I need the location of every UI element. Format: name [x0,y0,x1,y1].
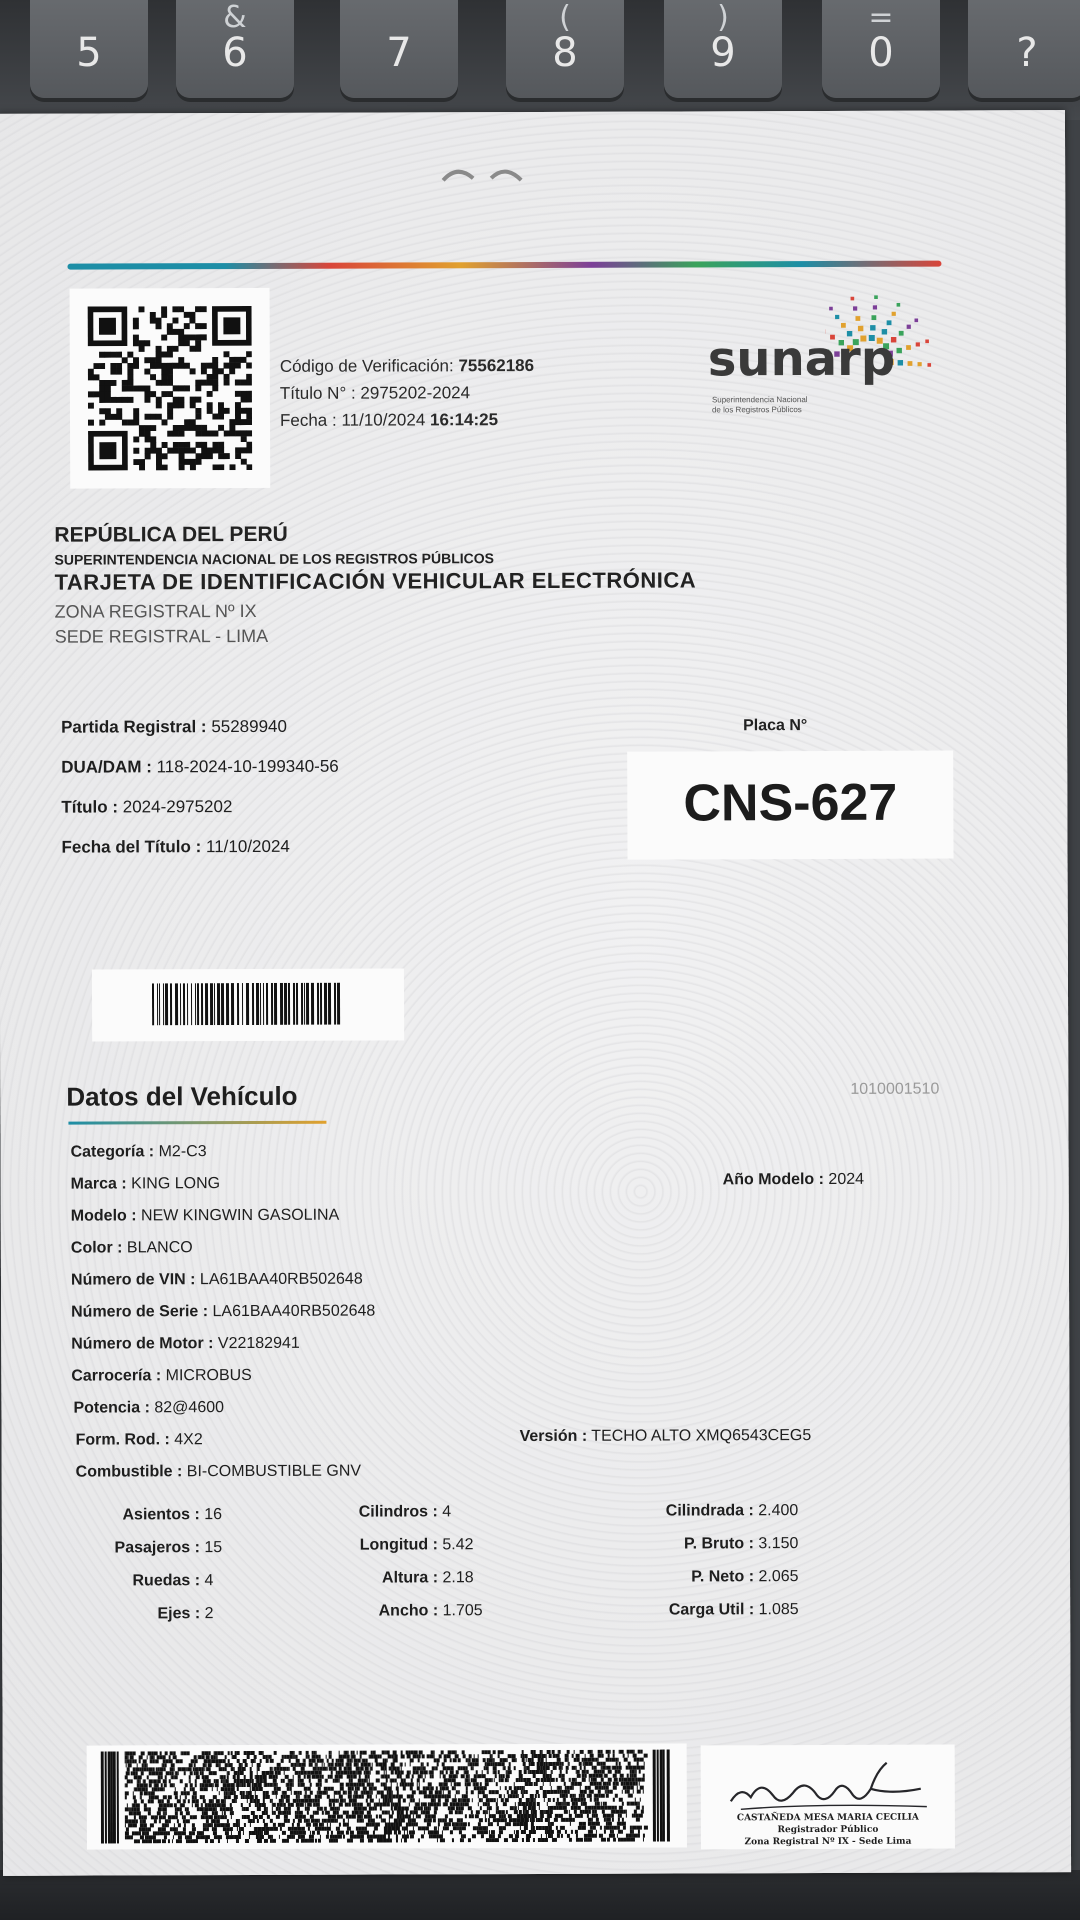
form-rod-label: Form. Rod. : [75,1431,170,1449]
header-sede: SEDE REGISTRAL - LIMA [54,625,269,647]
verification-date-label: Fecha : [279,410,337,430]
vehicle-card-document [0,110,1071,1876]
placa-label: Placa N° [743,717,808,735]
key-7-label: 7 [386,30,412,76]
key-6 [176,0,294,98]
altura-row [298,1569,474,1588]
categoria-row [71,1143,207,1161]
color-label: Color : [70,1239,123,1257]
logo-subtitle [712,395,872,416]
key-6-label: 6 [222,30,248,76]
longitud-row [298,1536,474,1555]
datos-vehiculo-title: Datos del Vehículo [66,1080,298,1112]
asientos-value: 16 [204,1506,223,1524]
potencia-row [73,1399,224,1418]
key-6-shift-label: & [223,0,247,35]
marca-value: KING LONG [131,1175,221,1193]
signatory-name: CASTAÑEDA MESA MARIA CECILIA [736,1812,919,1824]
titulo-value: 2024-2975202 [122,797,233,817]
staple-icon [437,160,527,190]
peso-neto-value: 2.065 [758,1568,799,1586]
carroceria-value: MICROBUS [165,1366,252,1385]
ancho-row [298,1602,483,1621]
dua-value: 118-2024-10-199340-56 [156,756,339,777]
ancho-value: 1.705 [442,1602,483,1620]
version-row [520,1427,812,1446]
key-8 [506,0,624,98]
cilindrada-value: 2.400 [758,1502,799,1520]
motor-value: V22182941 [217,1334,300,1353]
verification-code-line [280,352,534,380]
key-9 [664,0,782,98]
key-5 [30,0,148,98]
key-8-shift-label: ( [559,0,571,35]
version-label: Versión : [519,1427,588,1446]
ruedas-label: Ruedas : [132,1572,201,1590]
carga-util-value: 1.085 [758,1601,799,1619]
carga-util-row [612,1601,799,1620]
potencia-label: Potencia : [73,1399,150,1417]
carroceria-row [71,1367,252,1386]
verification-title-line [280,379,534,407]
combustible-value: BI-COMBUSTIBLE GNV [186,1462,362,1481]
verification-date-value: 11/10/2024 [341,410,426,430]
cilindrada-label: Cilindrada : [665,1502,754,1520]
version-value: TECHO ALTO XMQ6543CEG5 [591,1427,812,1445]
longitud-value: 5.42 [442,1536,474,1554]
form-rod-row [76,1431,203,1449]
peso-bruto-row [612,1535,799,1554]
fecha-titulo-value: 11/10/2024 [205,836,290,857]
combustible-row [76,1463,361,1482]
sunarp-logo [708,290,969,451]
serie-label: Número de Serie : [71,1303,209,1321]
color-row [71,1239,193,1257]
cilindros-label: Cilindros : [358,1503,438,1521]
serie-row [71,1303,375,1322]
pasajeros-label: Pasajeros : [114,1539,200,1557]
key-question [968,0,1080,98]
categoria-value: M2-C3 [158,1143,207,1161]
signatory-role: Registrador Público [777,1824,879,1836]
peso-bruto-value: 3.150 [758,1535,799,1553]
key-8-label: 8 [552,30,578,76]
verification-code-value: 75562186 [458,355,535,376]
key-0-label: 0 [868,30,894,76]
pasajeros-row [62,1539,222,1558]
peso-bruto-label: P. Bruto : [683,1535,754,1553]
datos-title-underline [68,1121,326,1125]
serie-value: LA61BAA40RB502648 [212,1302,376,1321]
anio-modelo-row [723,1171,864,1189]
motor-label: Número de Motor : [71,1335,214,1353]
fecha-titulo-row [61,837,289,858]
partida-row [61,717,287,738]
fecha-titulo-label: Fecha del Título : [61,837,202,857]
ejes-value: 2 [204,1605,214,1623]
key-9-shift-label: ) [717,0,729,35]
titulo-label: Título : [61,797,119,817]
longitud-label: Longitud : [359,1536,438,1554]
ruedas-row [62,1572,213,1591]
header-color-line [67,261,941,270]
peso-neto-row [612,1568,799,1587]
modelo-row [71,1207,340,1226]
cilindrada-row [612,1502,799,1521]
marca-label: Marca : [70,1175,127,1193]
ejes-label: Ejes : [157,1605,201,1623]
combustible-label: Combustible : [75,1463,183,1481]
header-zona: ZONA REGISTRAL Nº IX [54,600,257,622]
modelo-value: NEW KINGWIN GASOLINA [140,1206,340,1225]
signatory-zone: Zona Registral Nº IX - Sede Lima [744,1836,912,1848]
document-header [54,521,696,651]
placa-value: CNS-627 [683,773,898,833]
cilindros-value: 4 [442,1503,452,1521]
titulo-row [61,797,232,818]
peso-neto-label: P. Neto : [691,1568,755,1586]
key-0-shift-label: = [868,0,894,35]
dua-label: DUA/DAM : [61,757,152,777]
carroceria-label: Carrocería : [71,1367,162,1385]
altura-label: Altura : [382,1569,439,1587]
color-value: BLANCO [126,1239,193,1257]
marca-row [71,1175,220,1194]
signature-box [701,1745,955,1850]
vin-label: Número de VIN : [70,1271,196,1289]
small-barcode-icon [152,983,342,1026]
motor-row [71,1335,300,1354]
header-superintendencia: SUPERINTENDENCIA NACIONAL DE LOS REGISTROS PÚBLICOS [54,550,494,568]
key-question-label: ? [1016,30,1038,76]
qr-code-box [70,288,271,489]
header-republica: REPÚBLICA DEL PERÚ [54,522,288,547]
partida-value: 55289940 [211,716,287,737]
pdf417-barcode-box [87,1743,687,1849]
keyboard-background [0,0,1080,120]
verification-date-line [280,406,534,434]
categoria-label: Categoría : [70,1143,155,1161]
cilindros-row [298,1503,451,1522]
key-5-label: 5 [76,30,102,76]
logo-wordmark: sunarp [707,330,896,388]
header-title: TARJETA DE IDENTIFICACIÓN VEHICULAR ELECTRÓNICA [54,567,697,595]
pdf417-barcode-icon [101,1750,673,1844]
ruedas-value: 4 [204,1572,214,1590]
verification-code-label: Código de Verificación: [279,356,454,376]
verification-block [280,352,535,434]
anio-modelo-label: Año Modelo : [722,1170,824,1189]
qr-code-icon [88,306,253,471]
altura-value: 2.18 [442,1569,474,1587]
potencia-value: 82@4600 [154,1399,225,1417]
small-barcode-box [92,968,404,1041]
carga-util-label: Carga Util : [668,1601,755,1619]
logo-subtitle-line-1: Superintendencia Nacional [711,395,808,405]
asientos-row [62,1506,222,1525]
verification-title-label: Título N° : [279,383,356,403]
form-rod-value: 4X2 [174,1431,203,1449]
vin-row [71,1271,363,1290]
key-7 [340,0,458,98]
ancho-label: Ancho : [378,1602,439,1620]
verification-title-value: 2975202-2024 [360,383,471,403]
pasajeros-value: 15 [204,1539,223,1557]
key-0 [822,0,940,98]
handwritten-signature-icon [721,1749,935,1816]
key-9-label: 9 [710,30,736,76]
logo-subtitle-line-2: de los Registros Públicos [711,405,802,415]
dua-row [61,757,339,778]
placa-box [627,751,953,860]
anio-modelo-value: 2024 [828,1170,865,1188]
desk-surface [0,1870,1080,1920]
ejes-row [62,1605,213,1624]
partida-label: Partida Registral : [61,717,207,737]
vin-value: LA61BAA40RB502648 [199,1270,363,1289]
modelo-label: Modelo : [70,1207,137,1225]
document-serial: 1010001510 [850,1080,940,1098]
verification-time-value: 16:14:25 [429,410,499,430]
asientos-label: Asientos : [122,1506,200,1524]
